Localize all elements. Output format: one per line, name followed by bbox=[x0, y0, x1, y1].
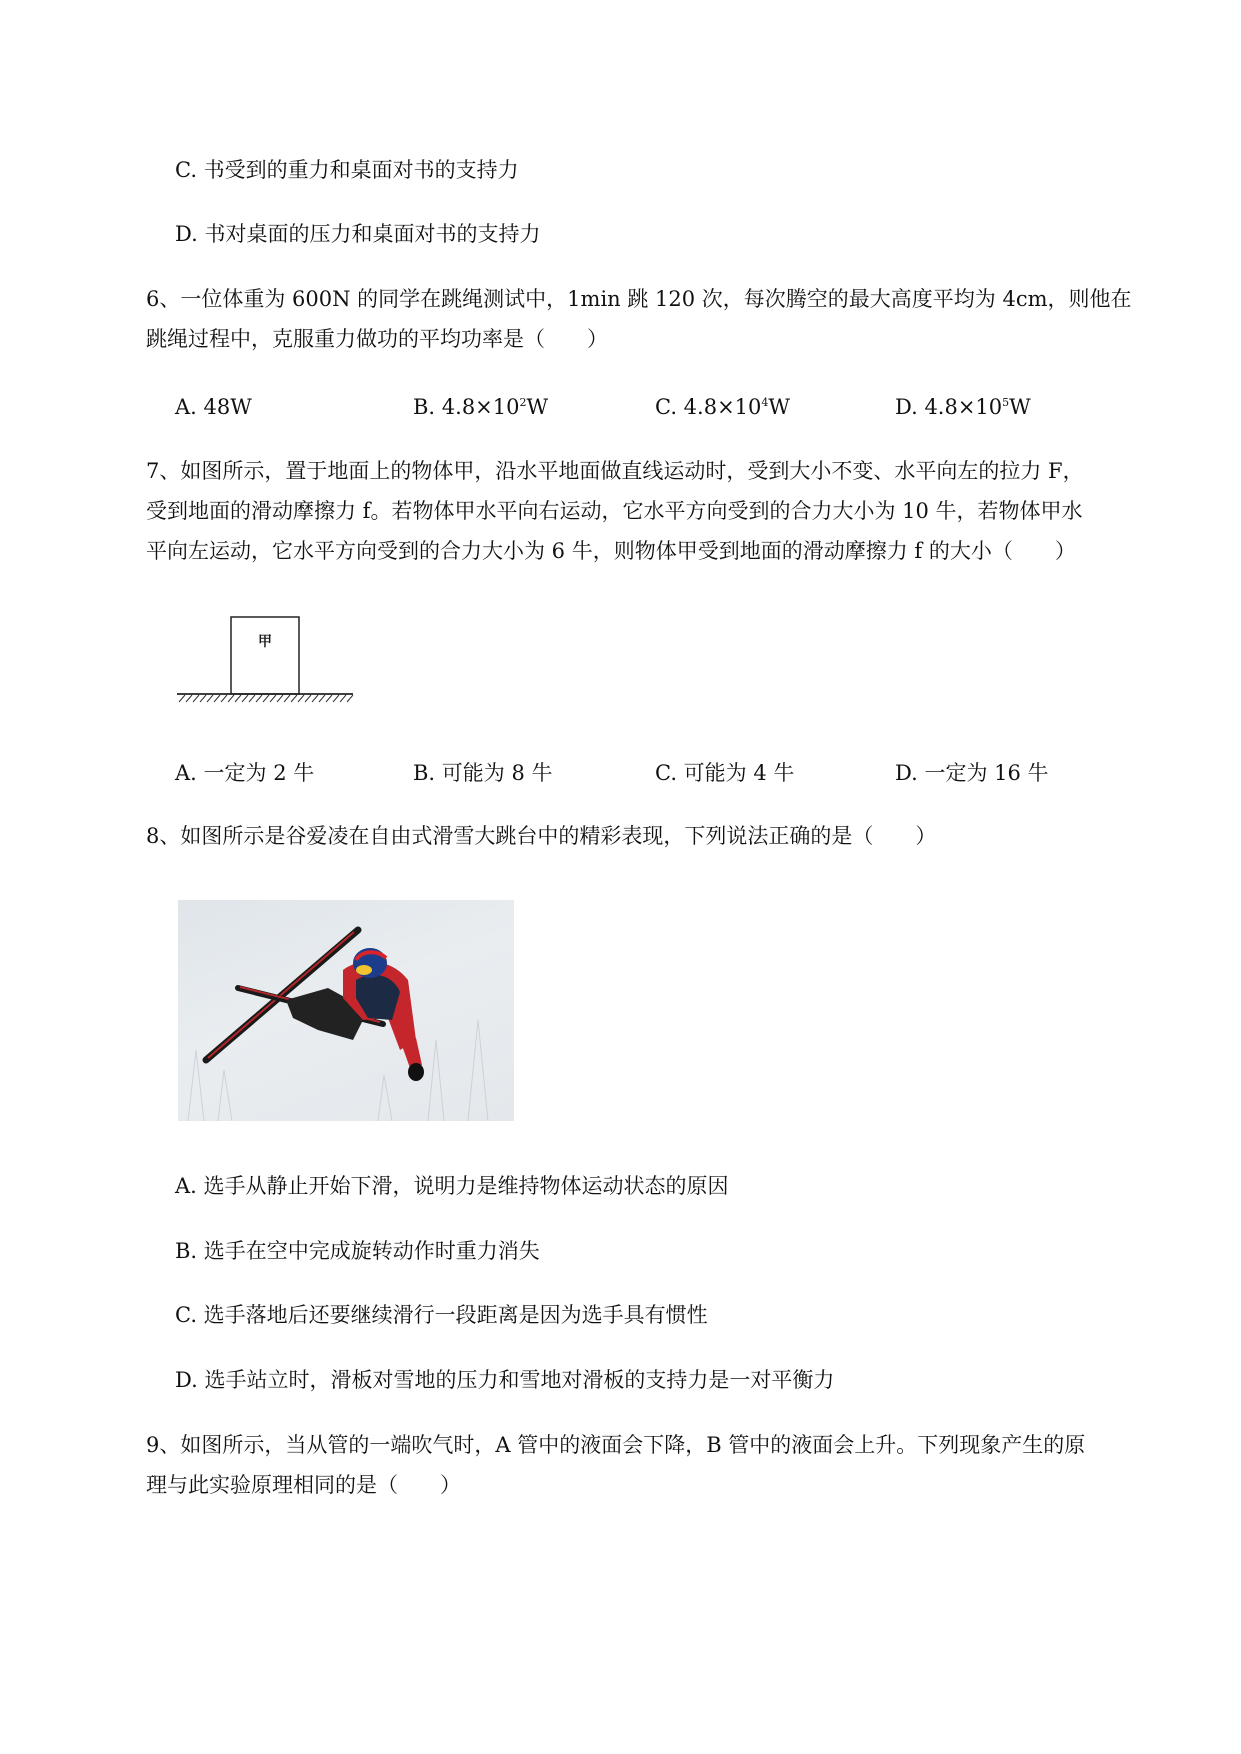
q7-stem-line3: 平向左运动，它水平方向受到的合力大小为 6 牛，则物体甲受到地面的滑动摩擦力 f 的大小（ ） bbox=[146, 539, 1076, 563]
q7-option-a: A. 一定为 2 牛 bbox=[175, 761, 315, 785]
q6-option-c-base: C. 4.8×10 bbox=[655, 395, 762, 419]
q6-option-c-exponent: 4 bbox=[761, 396, 769, 409]
q6-option-b-base: B. 4.8×10 bbox=[413, 395, 520, 419]
q8-option-a: A. 选手从静止开始下滑，说明力是维持物体运动状态的原因 bbox=[175, 1174, 729, 1198]
q6-option-b-exponent: 2 bbox=[519, 396, 527, 409]
q8-option-d: D. 选手站立时，滑板对雪地的压力和雪地对滑板的支持力是一对平衡力 bbox=[175, 1368, 835, 1392]
q6-option-a: A. 48W bbox=[175, 395, 252, 419]
q7-option-d: D. 一定为 16 牛 bbox=[895, 761, 1049, 785]
q6-option-b bbox=[413, 392, 548, 422]
q6-option-b-unit: W bbox=[526, 395, 549, 419]
skier-photo bbox=[178, 900, 514, 1121]
q8-stem-line1: 8、如图所示是谷爱凌在自由式滑雪大跳台中的精彩表现，下列说法正确的是（ ） bbox=[146, 824, 937, 848]
q6-option-d-exponent: 5 bbox=[1002, 396, 1010, 409]
q7-stem-line2: 受到地面的滑动摩擦力 f。若物体甲水平向右运动，它水平方向受到的合力大小为 10 牛，若物体甲水 bbox=[146, 499, 1083, 523]
block-jia bbox=[231, 617, 299, 694]
q6-option-d-base: D. 4.8×10 bbox=[895, 395, 1003, 419]
q9-stem-line1: 9、如图所示，当从管的一端吹气时，A 管中的液面会下降，B 管中的液面会上升。下列现象产生的原 bbox=[146, 1433, 1086, 1457]
q7-stem-line1: 7、如图所示，置于地面上的物体甲，沿水平地面做直线运动时，受到大小不变、水平向左的拉力 F， bbox=[146, 459, 1084, 483]
q6-option-d bbox=[895, 392, 1031, 422]
ground-hatch bbox=[179, 695, 353, 702]
q5-option-c: C. 书受到的重力和桌面对书的支持力 bbox=[175, 158, 519, 182]
q9-stem-line2: 理与此实验原理相同的是（ ） bbox=[146, 1473, 461, 1497]
skier-illustration bbox=[178, 900, 514, 1121]
q6-option-c bbox=[655, 392, 790, 422]
q6-stem-line1: 6、一位体重为 600N 的同学在跳绳测试中，1min 跳 120 次，每次腾空的最大高度平均为 4cm，则他在 bbox=[146, 287, 1132, 311]
q6-option-c-unit: W bbox=[768, 395, 790, 419]
block-label: 甲 bbox=[258, 634, 272, 650]
q5-option-d: D. 书对桌面的压力和桌面对书的支持力 bbox=[175, 222, 541, 246]
q7-block-figure bbox=[175, 612, 355, 704]
q6-option-d-unit: W bbox=[1009, 395, 1031, 419]
q7-option-c: C. 可能为 4 牛 bbox=[655, 761, 795, 785]
q6-stem-line2: 跳绳过程中，克服重力做功的平均功率是（ ） bbox=[146, 327, 608, 351]
q8-option-c: C. 选手落地后还要继续滑行一段距离是因为选手具有惯性 bbox=[175, 1303, 708, 1327]
q8-option-b: B. 选手在空中完成旋转动作时重力消失 bbox=[175, 1239, 540, 1263]
q7-option-b: B. 可能为 8 牛 bbox=[413, 761, 553, 785]
